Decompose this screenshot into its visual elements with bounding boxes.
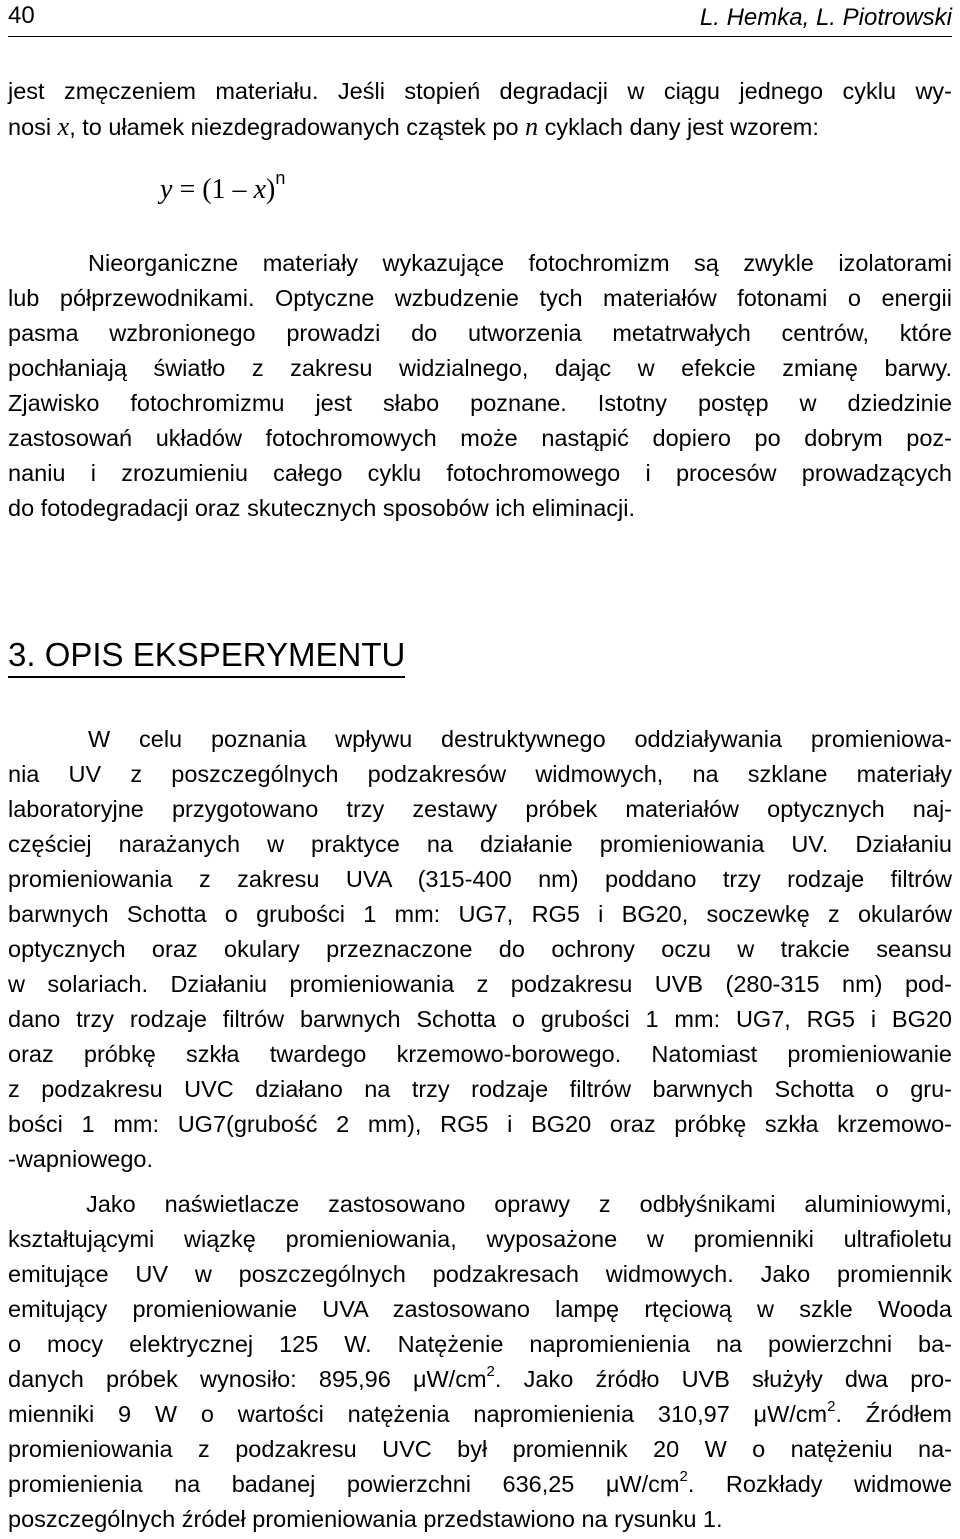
running-authors: L. Hemka, L. Piotrowski [699,4,952,31]
text-line: promieniowania z zakresu UVA (315-400 nm) poddano trzy rodzaje filtrów [8,866,952,892]
text-line: naniu i zrozumieniu całego cyklu fotochromowego i procesów prowadzących [8,460,952,486]
text-line: laboratoryjne przygotowano trzy zestawy próbek materiałów optycznych naj- [8,796,952,822]
text-line: poszczególnych źródeł promieniowania przedstawiono na rysunku 1. [8,1506,723,1532]
text-line: do fotodegradacji oraz skutecznych sposobów ich eliminacji. [8,495,635,521]
text-line: nia UV z poszczególnych podzakresów widmowych, na szklane materiały [8,761,952,787]
text-line: w solariach. Działaniu promieniowania z podzakresu UVB (280-315 nm) pod- [8,971,952,997]
text-line: W celu poznania wpływu destruktywnego oddziaływania promieniowa- [88,726,952,752]
text-line: nosi x, to ułamek niezdegradowanych cząstek po n cyklach dany jest wzorem: [8,112,819,141]
text-line: częściej narażanych w praktyce na działanie promieniowania UV. Działaniu [8,831,952,857]
text-line: -wapniowego. [8,1146,154,1172]
variable-x: x [57,112,70,141]
paragraph-experiment [8,722,952,1177]
section-heading: 3. OPIS EKSPERYMENTU [8,636,405,678]
text-line: danych próbek wynosiło: 895,96 $\mu W/cm^2$. Jako źródło UVB służyły dwa pro- [8,1363,952,1392]
degradation-formula: y = (1 – x)$^n$ [160,168,286,205]
text-line: barwnych Schotta o grubości 1 mm: UG7, RG5 i BG20, soczewkę z okularów [8,901,952,927]
page-number: 40 [8,2,35,29]
text-line: oraz próbkę szkła twardego krzemowo-borowego. Natomiast promieniowanie [8,1041,952,1067]
text-line: Nieorganiczne materiały wykazujące fotochromizm są zwykle izolatorami [88,250,952,276]
paragraph-photochromism [8,246,952,526]
paragraph-sources [8,1187,952,1537]
text-line: lub półprzewodnikami. Optyczne wzbudzenie tych materiałów fotonami o energii [8,285,952,311]
text-line: Jako naświetlacze zastosowano oprawy z odbłyśnikami aluminiowymi, [86,1191,952,1217]
variable-n: n [525,112,539,141]
text-line: zastosowań układów fotochromowych może nastąpić dopiero po dobrym poz- [8,425,952,451]
paragraph-intro [8,74,952,144]
text-line: emitujący promieniowanie UVA zastosowano lampę rtęciową w szkle Wooda [8,1296,952,1322]
text-line: dano trzy rodzaje filtrów barwnych Schotta o grubości 1 mm: UG7, RG5 i BG20 [8,1006,952,1032]
text-line: bości 1 mm: UG7(grubość 2 mm), RG5 i BG20 oraz próbkę szkła krzemowo- [8,1111,952,1137]
text-line: o mocy elektrycznej 125 W. Natężenie napromienienia na powierzchni ba- [8,1331,952,1357]
text-line: z podzakresu UVC działano na trzy rodzaje filtrów barwnych Schotta o gru- [8,1076,952,1102]
text-line: kształtującymi wiązkę promieniowania, wyposażone w promienniki ultrafioletu [8,1226,952,1252]
text-line: optycznych oraz okulary przeznaczone do ochrony oczu w trakcie seansu [8,936,952,962]
text-line: emitujące UV w poszczególnych podzakresach widmowych. Jako promiennik [8,1261,952,1287]
text-line: promieniowania z podzakresu UVC był promiennik 20 W o natężeniu na- [8,1436,952,1462]
text-line: mienniki 9 W o wartości natężenia napromienienia 310,97 $\mu W/cm^2$. Źródłem [8,1398,952,1427]
text-line: Zjawisko fotochromizmu jest słabo poznane. Istotny postęp w dziedzinie [8,390,952,416]
text-line: pochłaniają światło z zakresu widzialnego, dając w efekcie zmianę barwy. [8,355,952,381]
text-line: pasma wzbronionego prowadzi do utworzenia metatrwałych centrów, które [8,320,952,346]
text-line: jest zmęczeniem materiału. Jeśli stopień degradacji w ciągu jednego cyklu wy- [8,78,952,104]
page-header [8,0,952,37]
text-line: promienienia na badanej powierzchni 636,25 $\mu W/cm^2$. Rozkłady widmowe [8,1468,952,1497]
